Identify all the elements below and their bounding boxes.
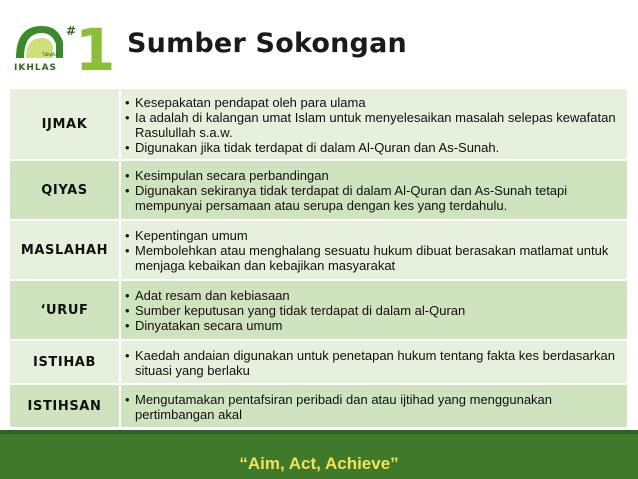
bullet-icon: •	[125, 183, 130, 198]
logo-number: 1	[75, 18, 116, 76]
bullet-point	[125, 392, 623, 422]
bullet-icon: •	[125, 288, 130, 303]
footer-divider	[0, 430, 638, 434]
bullet-point	[125, 318, 623, 333]
bullet-text: Ia adalah di kalangan umat Islam untuk menyelesaikan masalah selepas kewafatan Rasulullah s.a.w.	[135, 109, 616, 140]
bullet-point	[125, 303, 623, 318]
logo-label: IKHLAS	[14, 63, 58, 73]
bullet-point	[125, 288, 623, 303]
row-term: ISTIHAB	[10, 341, 121, 383]
row-description	[121, 341, 627, 383]
row-description	[121, 161, 627, 219]
bullet-icon: •	[125, 228, 130, 243]
table-row	[10, 341, 627, 385]
bullet-point	[125, 95, 623, 110]
bullet-icon: •	[125, 347, 130, 363]
bullet-text: Digunakan jika tidak terdapat di dalam Al-Quran dan As-Sunah.	[135, 139, 500, 155]
row-description	[121, 89, 627, 159]
footer-slogan: “Aim, Act, Achieve”	[239, 454, 399, 473]
bullet-text: Kesimpulan secara perbandingan	[135, 168, 329, 183]
bullet-point	[125, 243, 623, 273]
bullet-icon: •	[125, 318, 130, 333]
bullet-icon: •	[125, 94, 130, 110]
bullet-icon: •	[125, 391, 130, 407]
row-description	[121, 385, 627, 427]
bullet-point	[125, 183, 623, 213]
table-row	[10, 385, 627, 429]
row-term: MASLAHAH	[10, 221, 121, 279]
bullet-text: Digunakan sekiranya tidak terdapat di dalam Al-Quran dan As-Sunah tetapi mempunyai persamaan atau serupa dengan kes yang terdahulu.	[135, 183, 568, 213]
row-description	[121, 221, 627, 279]
bullet-icon: •	[125, 109, 130, 125]
bullet-point	[125, 110, 623, 140]
row-term: ‘URUF	[10, 281, 121, 339]
bullet-text: Kesepakatan pendapat oleh para ulama	[135, 94, 366, 110]
table-row	[10, 161, 627, 221]
bullet-text: Adat resam dan kebiasaan	[135, 288, 290, 303]
row-term: QIYAS	[10, 161, 121, 219]
bullet-text: Kepentingan umum	[135, 228, 248, 243]
row-term: IJMAK	[10, 89, 121, 159]
bullet-text: Mengutamakan pentafsiran peribadi dan atau ijtihad yang menggunakan pertimbangan akal	[135, 391, 553, 422]
bullet-icon: •	[125, 243, 130, 258]
bullet-icon: •	[125, 168, 130, 183]
bullet-point	[125, 140, 623, 155]
table-row	[10, 89, 627, 161]
bullet-text: Dinyatakan secara umum	[135, 318, 283, 333]
takaful-ikhlas-logo	[8, 18, 116, 76]
bullet-text: Kaedah andaian digunakan untuk penetapan hukum tentang fakta kes berdasarkan situasi yang berlaku	[135, 347, 615, 378]
bullet-icon: •	[125, 303, 130, 318]
bullet-icon: •	[125, 139, 130, 155]
logo-sub: Takaful	[42, 52, 58, 58]
bullet-point	[125, 348, 623, 378]
bullet-point	[125, 228, 623, 243]
bullet-text: Membolehkan atau menghalang sesuatu hukum dibuat berasakan matlamat untuk menjaga kebaikan dan kebajikan masyarakat	[135, 243, 609, 273]
bullet-text: Sumber keputusan yang tidak terdapat di dalam al-Quran	[135, 303, 466, 318]
row-description	[121, 281, 627, 339]
bullet-point	[125, 168, 623, 183]
table-row	[10, 281, 627, 341]
page-title: Sumber Sokongan	[127, 28, 407, 59]
sources-table	[10, 89, 627, 429]
table-row	[10, 221, 627, 281]
logo-badge: #	[66, 24, 77, 38]
row-term: ISTIHSAN	[10, 385, 121, 427]
